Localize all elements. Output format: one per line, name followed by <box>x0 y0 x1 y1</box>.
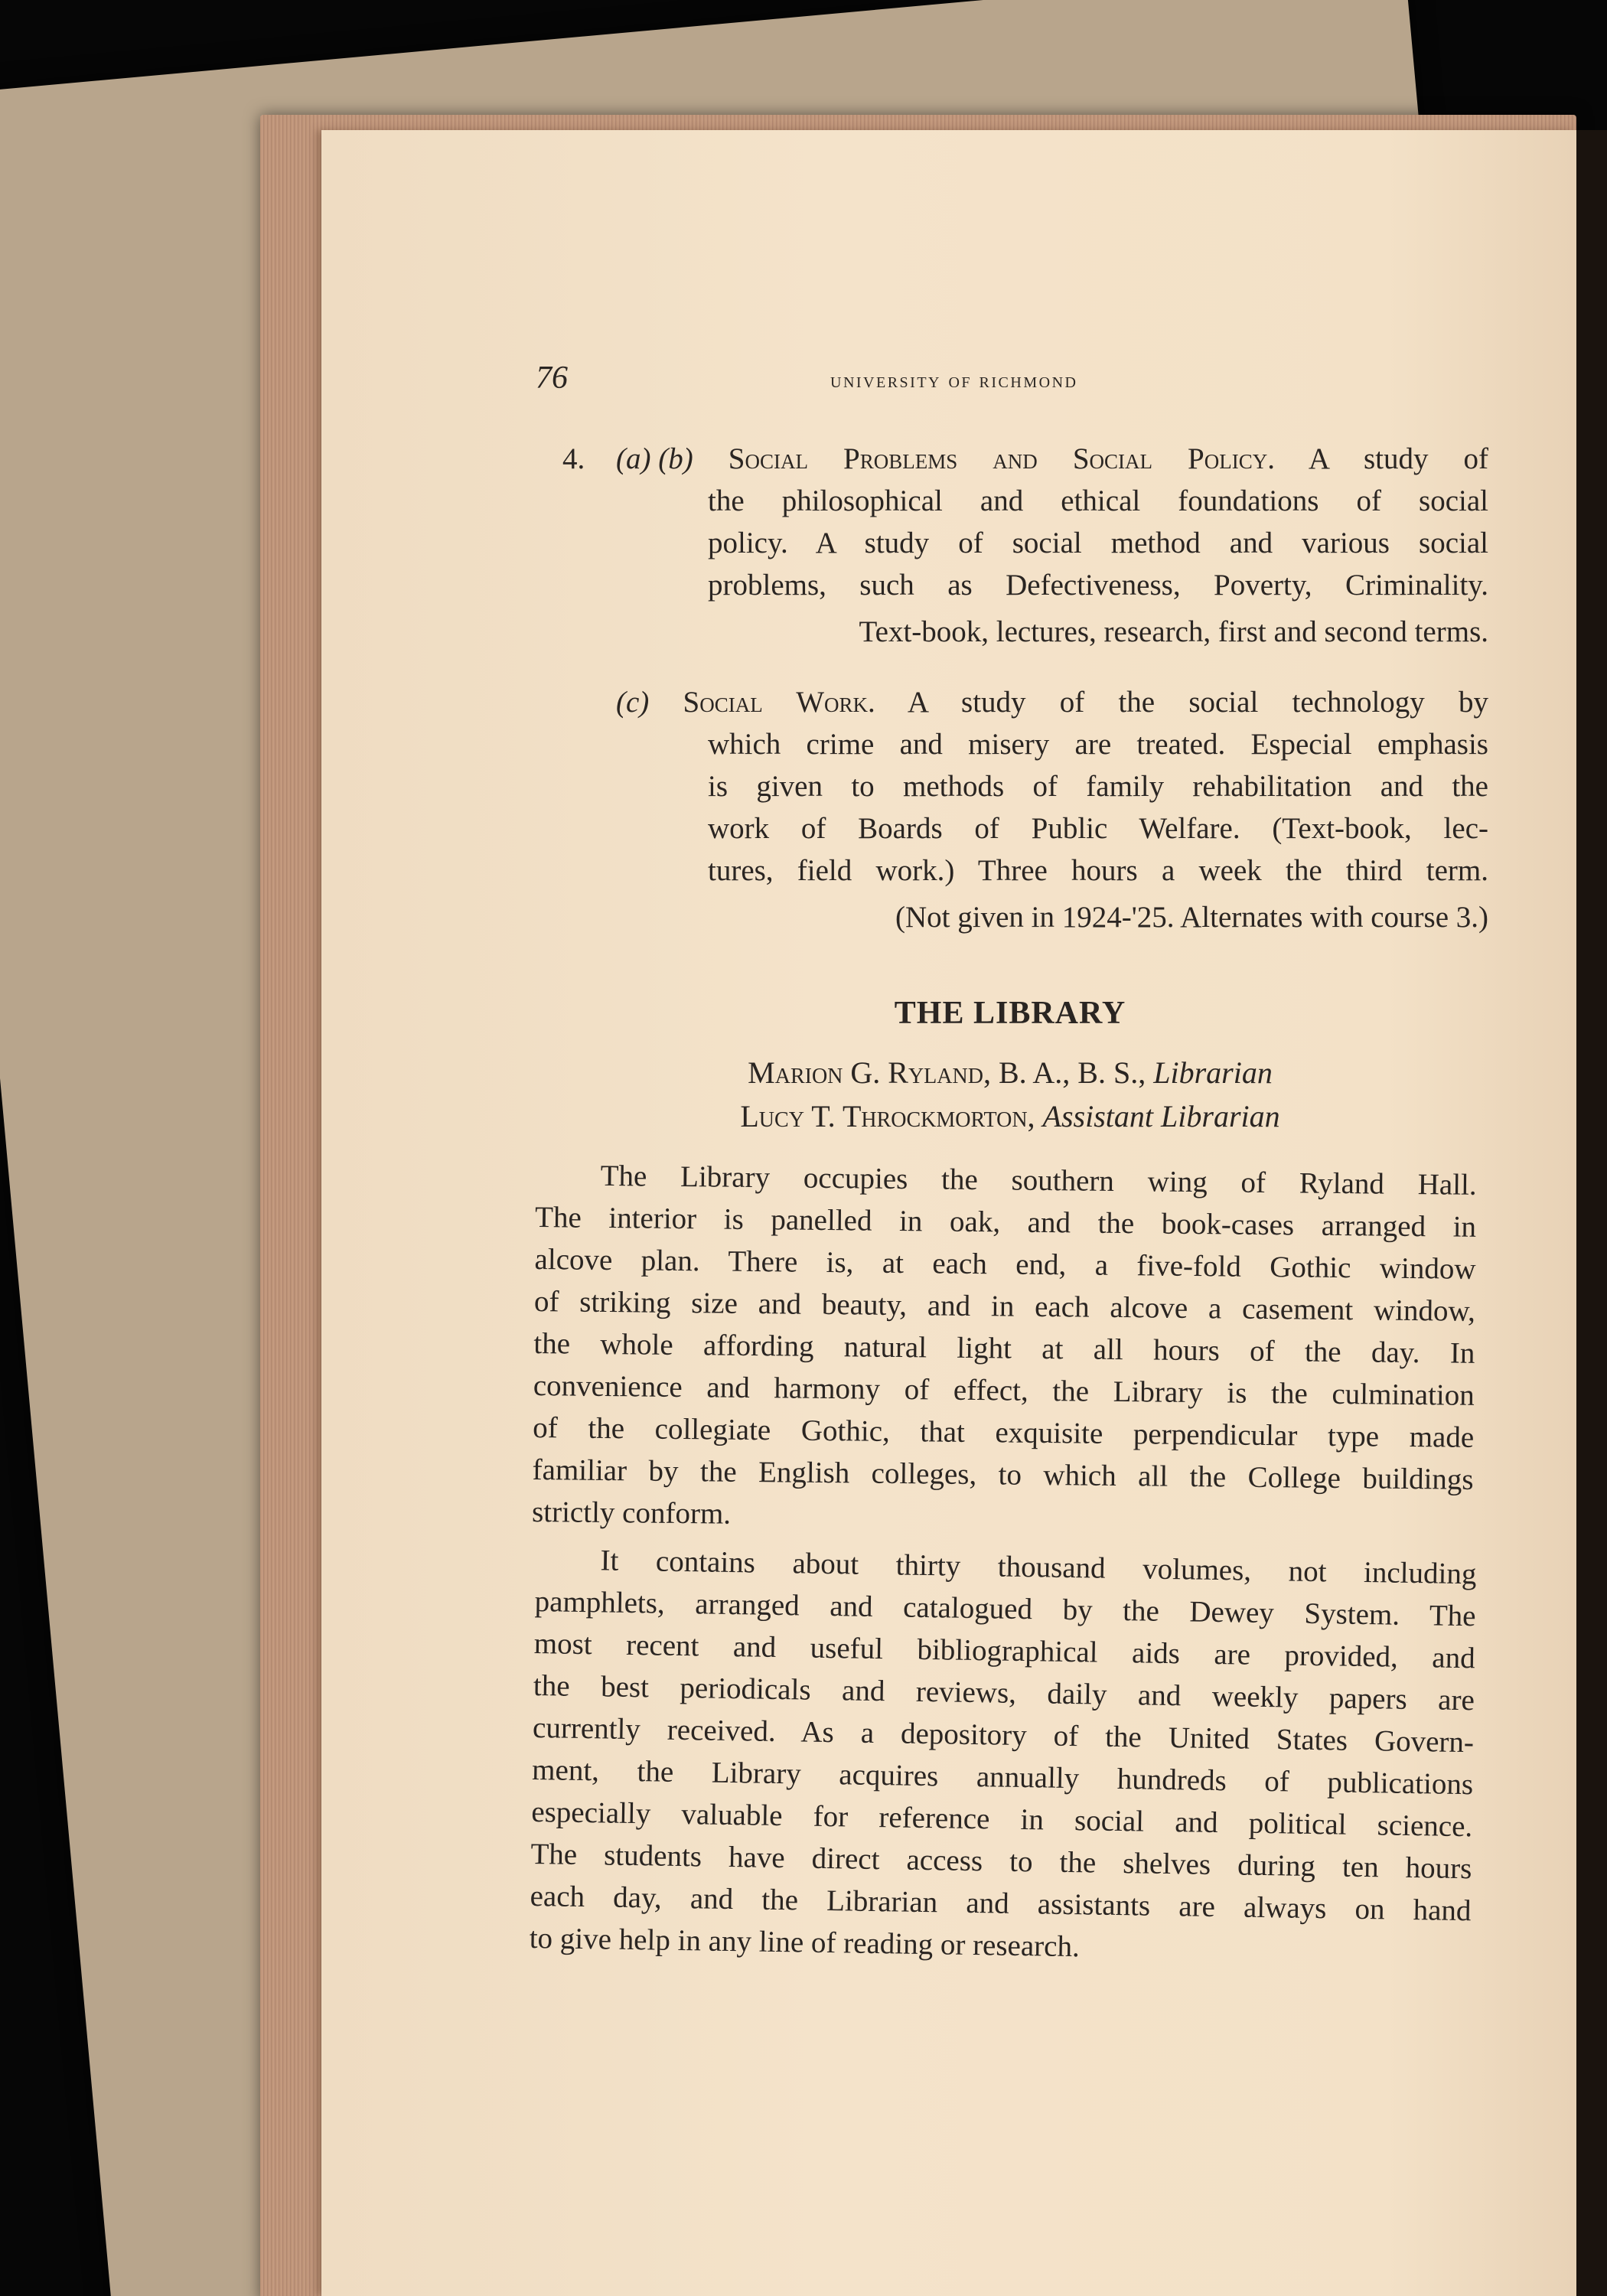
course-first-line <box>562 681 1488 723</box>
paragraph-line: The interior is panelled in oak, and the book-cases arranged in <box>534 1200 1477 1244</box>
staff-name: Lucy T. Throckmorton, <box>740 1099 1035 1133</box>
paragraph-line: of striking size and beauty, and in each alcove a casement window, <box>533 1284 1476 1328</box>
staff-line <box>536 1098 1485 1134</box>
staff-name: Marion G. Ryland, B. A., B. S., <box>748 1055 1146 1090</box>
paragraph-line: The students have direct access to the shelves during ten hours <box>530 1837 1472 1886</box>
section-heading: THE LIBRARY <box>894 996 1126 1031</box>
course-line: tures, field work.) Three hours a week the third term. <box>708 854 1488 887</box>
course-line: which crime and misery are treated. Especial emphasis <box>708 728 1488 761</box>
course-labels: (c) <box>616 686 650 719</box>
course-line: work of Boards of Public Welfare. (Text-book, lec- <box>708 812 1488 845</box>
staff-line <box>536 1055 1485 1091</box>
course-labels: (a) (b) <box>616 442 693 475</box>
staff-role: Librarian <box>1153 1055 1273 1090</box>
paragraph-line: The Library occupies the southern wing of Ryland Hall. <box>600 1159 1477 1202</box>
paragraph-line: convenience and harmony of effect, the Library is the culmination <box>533 1368 1475 1412</box>
staff-role: Assistant Librarian <box>1042 1099 1280 1133</box>
paragraph-line: the best periodicals and reviews, daily and weekly papers are <box>533 1668 1475 1717</box>
library-paragraph <box>532 1154 1477 1543</box>
course-note: (Not given in 1924-'25. Alternates with course 3.) <box>895 901 1488 934</box>
course-line: problems, such as Defectiveness, Poverty, Criminality. <box>708 569 1488 602</box>
course-line: A study of <box>1308 442 1489 475</box>
paragraph-line: of the collegiate Gothic, that exquisite perpendicular type made <box>533 1411 1475 1454</box>
course-name: Social Work. <box>683 686 875 719</box>
paragraph-line: strictly conform. <box>531 1495 732 1531</box>
course-line: the philosophical and ethical foundations of social <box>708 484 1488 517</box>
paragraph-line: ment, the Library acquires annually hundreds of publications <box>531 1753 1474 1802</box>
course-line: A study of the social technology by <box>907 686 1488 719</box>
paragraph-line: pamphlets, arranged and catalogued by the Dewey System. The <box>534 1584 1476 1633</box>
library-paragraph <box>529 1538 1476 1974</box>
course-note: Text-book, lectures, research, first and second terms. <box>859 615 1488 648</box>
paragraph-line: to give help in any line of reading or research. <box>529 1921 1081 1964</box>
paragraph-line: most recent and useful bibliographical aids are provided, and <box>533 1626 1476 1675</box>
page-number: 76 <box>536 360 568 396</box>
paragraph-line: familiar by the English colleges, to which all the College buildings <box>532 1453 1474 1496</box>
paragraph-line: the whole affording natural light at all hours of the day. In <box>533 1326 1475 1370</box>
binding-shadow <box>1576 130 1607 2296</box>
paragraph-line: each day, and the Librarian and assistants are always on hand <box>530 1879 1472 1928</box>
running-title: university of richmond <box>830 369 1078 393</box>
course-line: policy. A study of social method and various social <box>708 527 1488 559</box>
paragraph-line: It contains about thirty thousand volumes, not including <box>600 1544 1477 1591</box>
course-name: Social Problems and Social Policy. <box>728 442 1275 475</box>
paragraph-line: especially valuable for reference in social and political science. <box>531 1795 1473 1844</box>
course-first-line <box>562 438 1488 480</box>
course-entry <box>562 438 1488 653</box>
course-line: is given to methods of family rehabilitation and the <box>708 770 1488 803</box>
paragraph-line: currently received. As a depository of the United States Govern- <box>532 1711 1475 1760</box>
course-entry <box>562 681 1488 938</box>
paragraph-line: alcove plan. There is, at each end, a five-fold Gothic window <box>534 1242 1476 1286</box>
course-number: 4. <box>562 442 585 475</box>
